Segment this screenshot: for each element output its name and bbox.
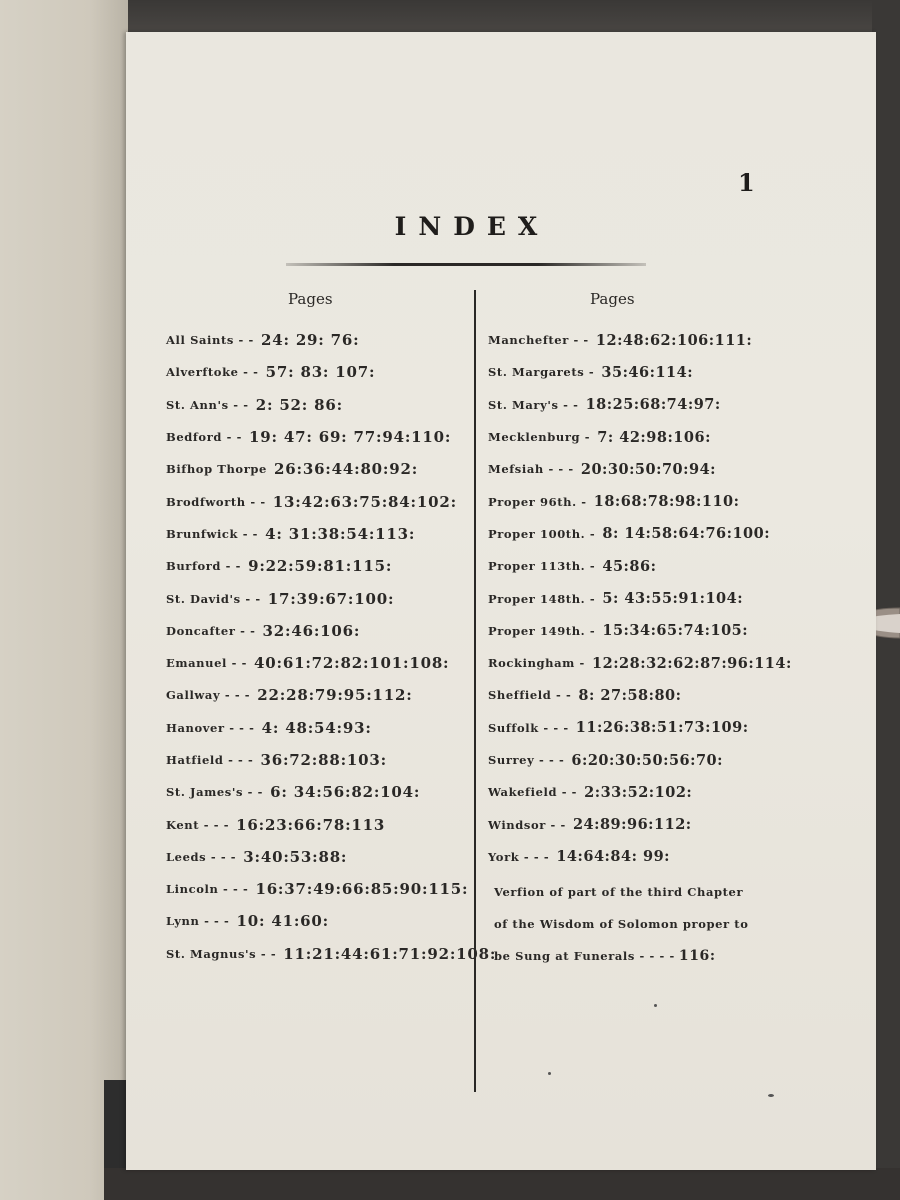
- tune-name: St. Magnus's - -: [166, 946, 277, 961]
- page-refs: 11:26:38:51:73:109:: [575, 719, 749, 737]
- index-entry: [488, 518, 792, 550]
- tune-name: Burford - -: [166, 559, 242, 574]
- index-entry: [166, 518, 496, 550]
- index-entry: [166, 485, 496, 517]
- tune-name: Brodfworth - -: [166, 494, 266, 509]
- page-refs: 13:42:63:75:84:102:: [272, 492, 457, 511]
- index-entry: [488, 582, 792, 614]
- tune-name: Mecklenburg -: [488, 430, 591, 445]
- index-entry: [488, 421, 792, 453]
- page-refs: 14:64:84: 99:: [556, 848, 671, 866]
- index-entry: [488, 744, 792, 776]
- page-refs: 18:25:68:74:97:: [585, 396, 721, 414]
- tune-name: Lincoln - - -: [166, 882, 249, 897]
- page-refs: 12:48:62:106:111:: [595, 331, 753, 349]
- tune-name: Bifhop Thorpe: [166, 462, 267, 477]
- index-entry: [166, 808, 496, 840]
- page-refs: 40:61:72:82:101:108:: [254, 654, 450, 673]
- index-entry: [488, 485, 792, 517]
- page-refs: 10: 41:60:: [236, 912, 329, 931]
- index-entry: [488, 615, 792, 647]
- page-refs: 6: 34:56:82:104:: [270, 783, 421, 802]
- tune-name: Bedford - -: [166, 430, 242, 445]
- right-column-header: Pages: [590, 290, 635, 308]
- tune-name: York - - -: [488, 849, 550, 864]
- tune-name: Mefsiah - - -: [488, 462, 574, 477]
- tune-name: Lynn - - -: [166, 914, 230, 929]
- page-refs: 6:20:30:50:56:70:: [571, 751, 724, 769]
- tune-name: Leeds - - -: [166, 849, 237, 864]
- right-index-list: [488, 324, 792, 873]
- page-refs: 17:39:67:100:: [267, 589, 395, 608]
- tune-name: Proper 149th. -: [488, 623, 596, 638]
- page-number: 1: [738, 168, 755, 197]
- tune-name: Hatfield - - -: [166, 753, 254, 767]
- tune-name: Gallway - - -: [166, 688, 251, 703]
- index-entry: [166, 647, 496, 679]
- tune-name: Surrey - - -: [488, 753, 565, 767]
- tune-name: Sheffield - -: [488, 688, 572, 703]
- page-refs: 35:46:114:: [601, 363, 694, 381]
- tune-name: Proper 113th. -: [488, 559, 596, 574]
- index-entry: [166, 550, 496, 582]
- index-entry: [166, 905, 496, 937]
- index-entry: [166, 582, 496, 614]
- page-refs: 24:89:96:112:: [572, 816, 692, 834]
- page-refs: 8: 14:58:64:76:100:: [602, 525, 771, 543]
- page-refs: 12:28:32:62:87:96:114:: [592, 654, 792, 672]
- background-right: [872, 0, 900, 1200]
- tune-name: St. Mary's - -: [488, 397, 579, 412]
- tune-name: Proper 100th. -: [488, 526, 596, 541]
- page-refs: 32:46:106:: [262, 621, 361, 640]
- page-refs: 7: 42:98:106:: [597, 428, 711, 446]
- index-entry: [166, 679, 496, 711]
- index-entry: [488, 550, 792, 582]
- index-entry: [488, 356, 792, 388]
- title-rule: [286, 263, 646, 266]
- index-entry: [166, 841, 496, 873]
- index-entry: [488, 776, 792, 808]
- tune-name: Proper 96th. -: [488, 494, 587, 509]
- page-refs: 9:22:59:81:115:: [248, 557, 393, 576]
- tune-name: All Saints - -: [166, 333, 254, 348]
- tune-name: Rockingham -: [488, 656, 585, 671]
- index-entry: [166, 421, 496, 453]
- tune-name: Suffolk - - -: [488, 720, 569, 735]
- left-column-header: Pages: [288, 290, 333, 308]
- page-refs: 4: 31:38:54:113:: [265, 524, 416, 543]
- tune-name: Alverftoke - -: [166, 365, 259, 380]
- left-index-list: [166, 324, 496, 970]
- tune-name: Windsor - -: [488, 817, 566, 832]
- tune-name: St. Ann's - -: [166, 397, 249, 412]
- version-line-1: Verfion of part of the third Chapter: [494, 885, 744, 899]
- page-refs: 45:86:: [602, 557, 657, 575]
- index-entry: [166, 712, 496, 744]
- page-refs: 2:33:52:102:: [584, 783, 693, 801]
- tune-name: Hanover - - -: [166, 720, 255, 735]
- paper-speck: [654, 1004, 657, 1007]
- facing-page-edge: [0, 0, 128, 1200]
- index-entry: [488, 389, 792, 421]
- page-refs: 22:28:79:95:112:: [257, 686, 413, 705]
- version-line-2: of the Wisdom of Solomon proper to: [494, 917, 749, 931]
- tune-name: Brunfwick - -: [166, 526, 259, 541]
- index-entry: [166, 389, 496, 421]
- index-entry: [166, 324, 496, 356]
- index-entry: [166, 776, 496, 808]
- tune-name: Kent - - -: [166, 817, 230, 832]
- index-entry: [166, 744, 496, 776]
- page-refs: 36:72:88:103:: [260, 751, 387, 769]
- page-refs: 20:30:50:70:94:: [580, 460, 717, 478]
- index-page: [126, 32, 876, 1170]
- page-refs: 11:21:44:61:71:92:108:: [283, 944, 497, 963]
- background-bottom: [104, 1168, 900, 1200]
- index-entry: [488, 453, 792, 485]
- tune-name: St. Margarets -: [488, 365, 595, 380]
- tune-name: St. David's - -: [166, 591, 261, 606]
- page-refs: 3:40:53:88:: [243, 847, 348, 866]
- version-note: [494, 876, 748, 972]
- paper-speck: [768, 1094, 774, 1097]
- page-refs: 24: 29: 76:: [260, 331, 360, 350]
- paper-speck: [548, 1072, 551, 1075]
- page-refs: 5: 43:55:91:104:: [602, 590, 744, 608]
- page-refs: 57: 83: 107:: [265, 363, 376, 382]
- page-refs: 15:34:65:74:105:: [602, 622, 749, 640]
- background-top: [128, 0, 900, 36]
- index-entry: [166, 453, 496, 485]
- page-refs: 18:68:78:98:110:: [593, 493, 740, 511]
- version-line-3-text: be Sung at Funerals - - - -: [494, 949, 675, 963]
- index-entry: [166, 938, 496, 970]
- index-entry: [488, 712, 792, 744]
- index-entry: [166, 873, 496, 905]
- page-refs: 26:36:44:80:92:: [274, 460, 419, 479]
- index-entry: [488, 841, 792, 873]
- tune-name: Proper 148th. -: [488, 591, 596, 606]
- tune-name: Manchefter - -: [488, 333, 589, 348]
- page-refs: 16:23:66:78:113: [236, 815, 386, 834]
- page-refs: 2: 52: 86:: [255, 395, 343, 414]
- tune-name: Emanuel - -: [166, 656, 247, 671]
- tune-name: Wakefield - -: [488, 785, 578, 800]
- version-page-ref: 116:: [678, 948, 716, 964]
- page-title: INDEX: [394, 212, 550, 241]
- index-entry: [488, 808, 792, 840]
- page-refs: 4: 48:54:93:: [261, 718, 372, 737]
- version-line-3: [494, 940, 748, 972]
- index-entry: [488, 647, 792, 679]
- index-entry: [166, 615, 496, 647]
- index-entry: [166, 356, 496, 388]
- page-refs: 8: 27:58:80:: [578, 686, 682, 704]
- tune-name: Doncafter - -: [166, 623, 256, 638]
- page-refs: 19: 47: 69: 77:94:110:: [249, 428, 452, 447]
- page-refs: 16:37:49:66:85:90:115:: [255, 880, 469, 899]
- index-entry: [488, 679, 792, 711]
- index-entry: [488, 324, 792, 356]
- tune-name: St. James's - -: [166, 785, 264, 800]
